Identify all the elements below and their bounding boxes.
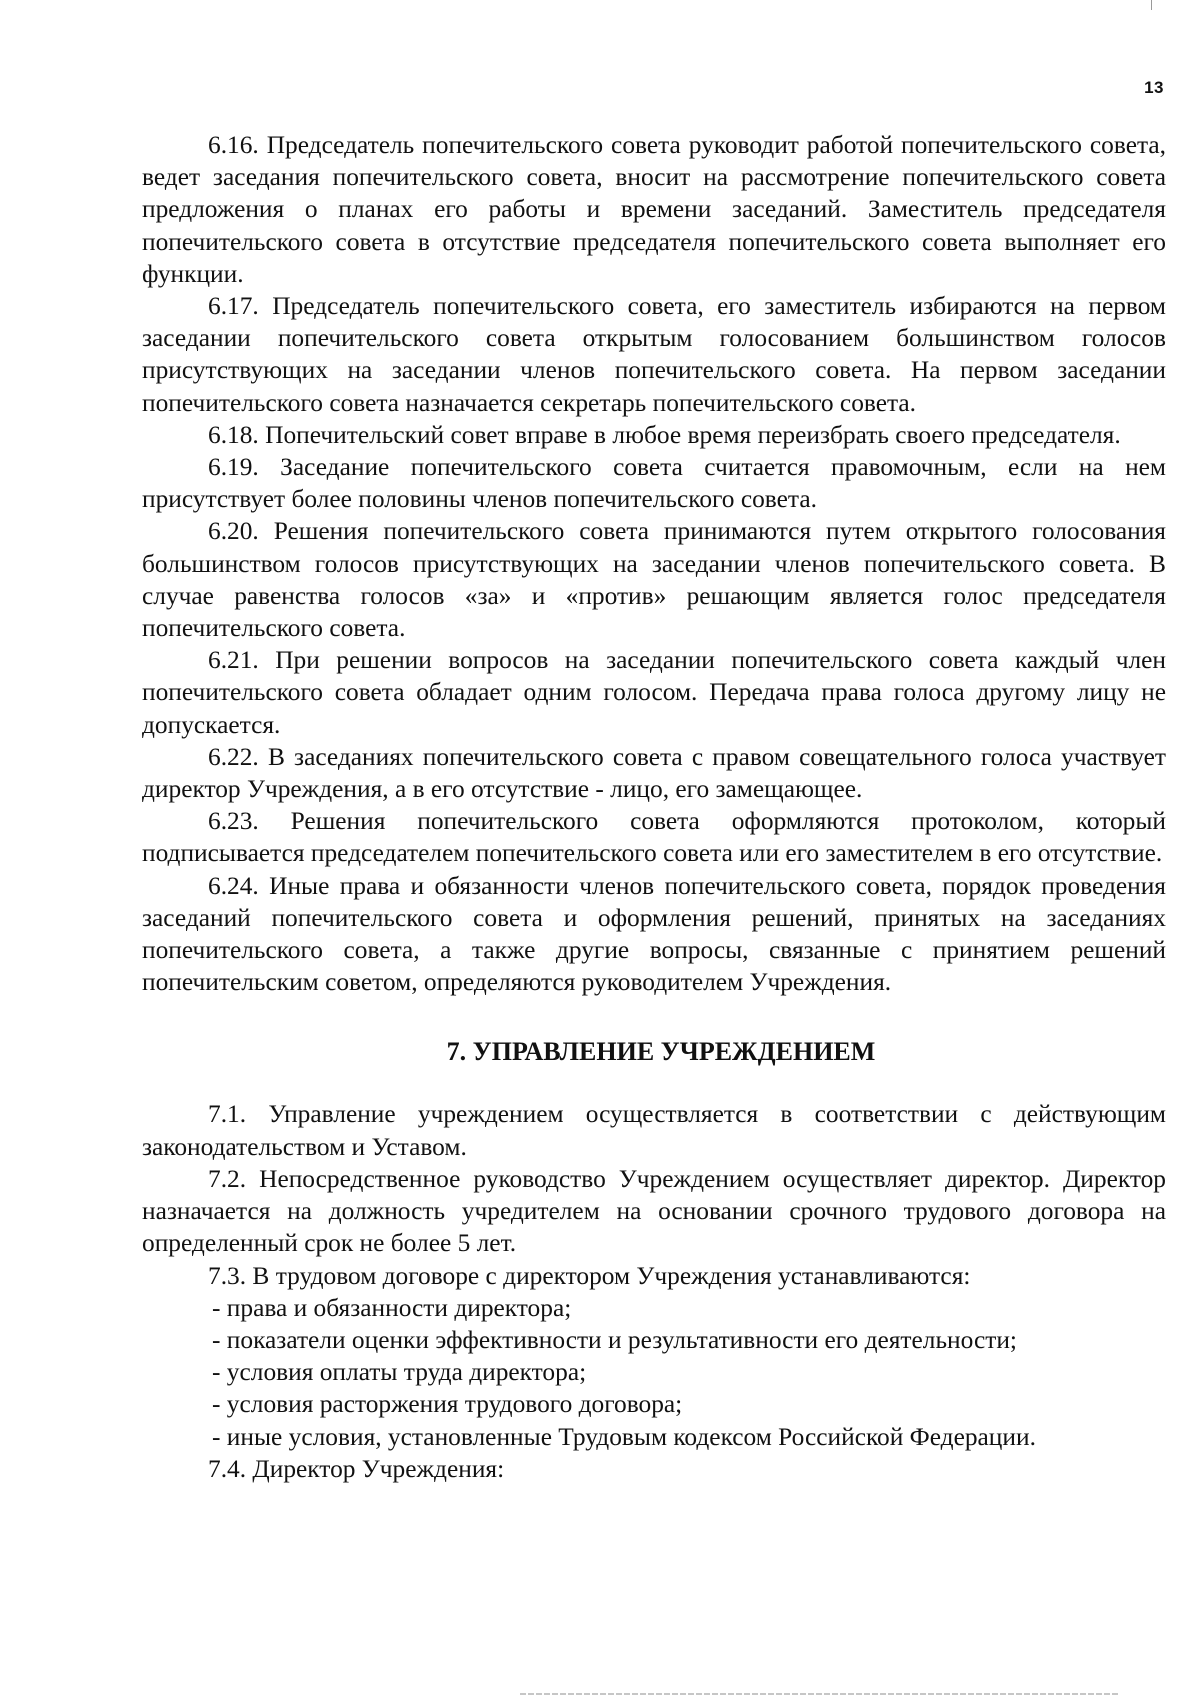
- list-item: - иные условия, установленные Трудовым кодексом Российской Федерации.: [212, 1422, 1036, 1451]
- scan-corner-mark: [1151, 0, 1152, 10]
- paragraph-6-18: 6.18. Попечительский совет вправе в любое время переизбрать своего председателя.: [208, 420, 1121, 449]
- scan-bottom-edge: [520, 1693, 1120, 1695]
- paragraph-7-2: 7.2. Непосредственное руководство Учреждением осуществляет директор. Директор назначается на должность учредителем на основании срочного трудового договора на определенный срок не более 5 лет.: [142, 1164, 1166, 1258]
- paragraph-7-3: 7.3. В трудовом договоре с директором Учреждения устанавливаются:: [208, 1261, 971, 1290]
- document-body: [142, 129, 1166, 1485]
- list-item: - условия расторжения трудового договора;: [212, 1390, 683, 1419]
- paragraph-6-20: 6.20. Решения попечительского совета принимаются путем открытого голосования большинством голосов присутствующих на заседании членов попечительского совета. В случае равенства голосов «за» и «против» решающим является голос председателя попечительского совета.: [142, 517, 1166, 643]
- paragraph-6-23: 6.23. Решения попечительского совета оформляются протоколом, который подписывается председателем попечительского совета или его заместителем в его отсутствие.: [142, 807, 1166, 868]
- list-item: - показатели оценки эффективности и результативности его деятельности;: [212, 1325, 1017, 1354]
- paragraph-6-22: 6.22. В заседаниях попечительского совета с правом совещательного голоса участвует директор Учреждения, а в его отсутствие - лицо, его замещающее.: [142, 742, 1166, 804]
- list-item: - права и обязанности директора;: [212, 1293, 572, 1322]
- paragraph-6-24: 6.24. Иные права и обязанности членов попечительского совета, порядок проведения заседаний попечительского совета и оформления решений, принятых на заседаниях попечительского совета, а также другие вопросы, связанные с принятием решений попечительским советом, определяются руководителем Учреждения.: [142, 871, 1166, 997]
- paragraph-6-17: 6.17. Председатель попечительского совета, его заместитель избираются на первом заседании попечительского совета открытым голосованием большинством голосов присутствующих на заседании членов попечительского совета. На первом заседании попечительского совета назначается секретарь попечительского совета.: [142, 292, 1166, 417]
- section-7-title: 7. УПРАВЛЕНИЕ УЧРЕЖДЕНИЕМ: [446, 1037, 876, 1067]
- paragraph-6-16: 6.16. Председатель попечительского совета руководит работой попечительского совета, ведет заседания попечительского совета, вносит на рассмотрение попечительского совета предложения о планах его работы и времени заседаний. Заместитель председателя попечительского совета в отсутствие председателя попечительского совета выполняет его функции.: [142, 131, 1166, 288]
- paragraph-6-21: 6.21. При решении вопросов на заседании попечительского совета каждый член попечительского совета обладает одним голосом. Передача права голоса другому лицу не допускается.: [142, 646, 1166, 739]
- paragraph-7-1: 7.1. Управление учреждением осуществляется в соответствии с действующим законодательством и Уставом.: [142, 1100, 1166, 1161]
- paragraph-6-19: 6.19. Заседание попечительского совета считается правомочным, если на нем присутствует более половины членов попечительского совета.: [142, 453, 1166, 514]
- paragraph-7-4: 7.4. Директор Учреждения:: [208, 1454, 505, 1483]
- list-item: - условия оплаты труда директора;: [212, 1358, 587, 1387]
- contract-terms-list: [142, 1292, 1166, 1453]
- page-number: 13: [1144, 78, 1164, 97]
